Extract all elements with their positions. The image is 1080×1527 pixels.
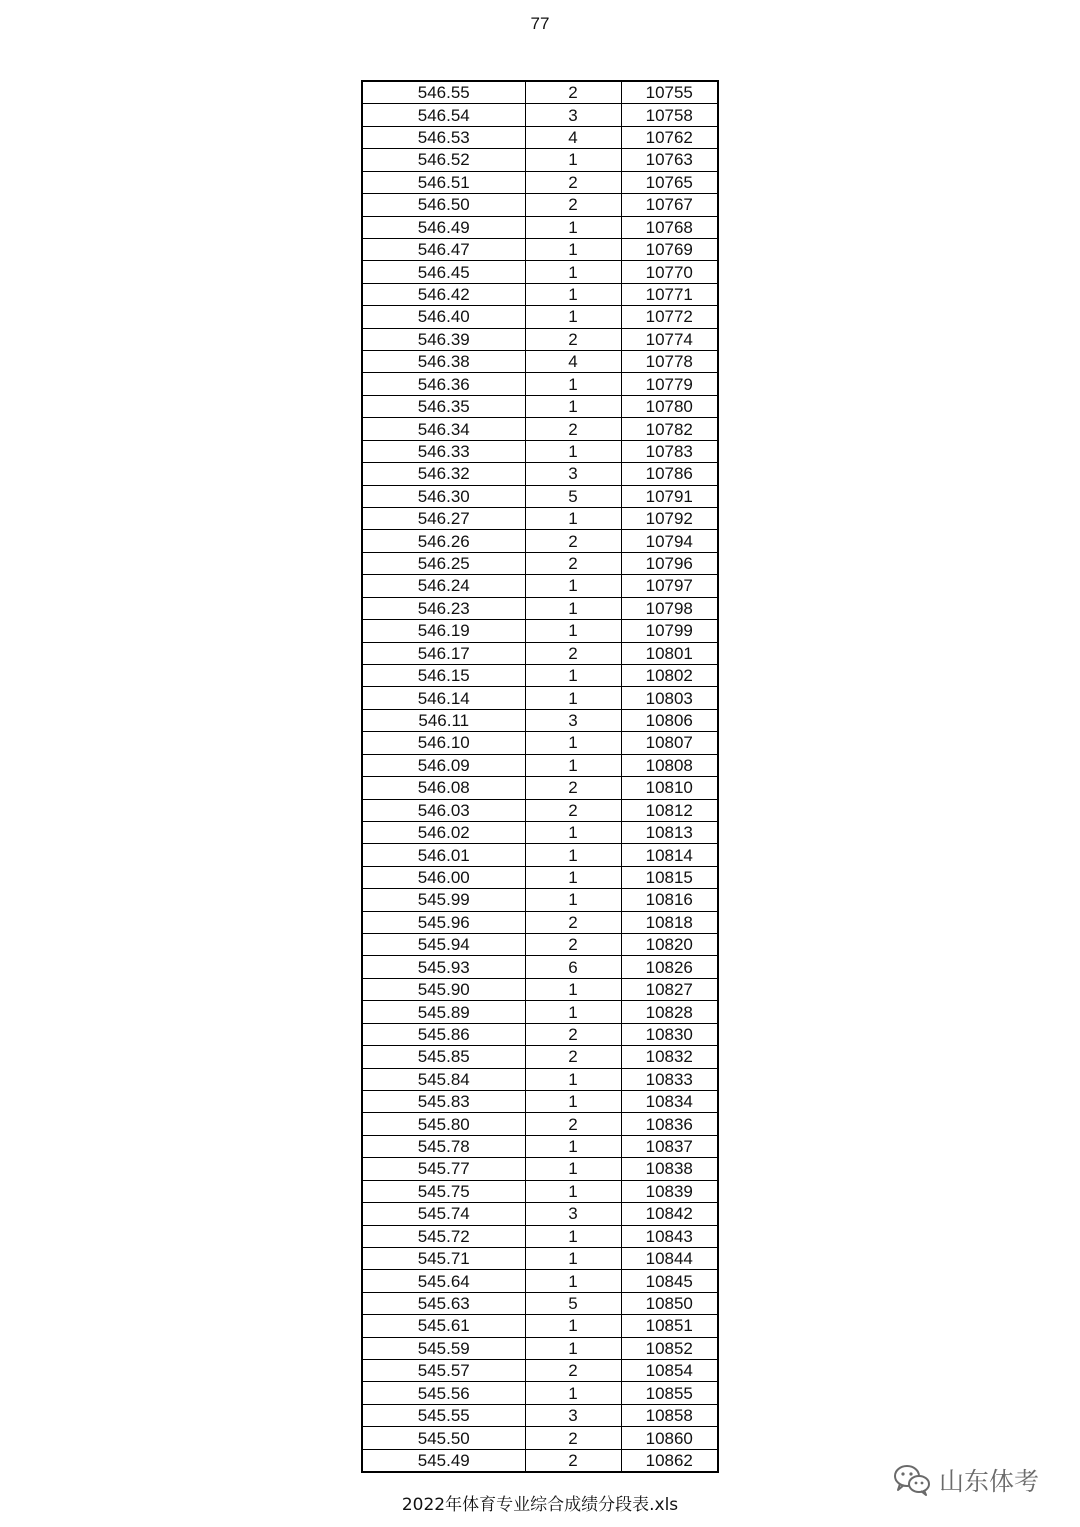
cumulative-cell: 10762: [621, 126, 718, 148]
table-row: [362, 1203, 718, 1225]
score-cell: 545.96: [362, 911, 525, 933]
cumulative-cell: 10818: [621, 911, 718, 933]
score-cell: 546.54: [362, 104, 525, 126]
table-row: [362, 978, 718, 1000]
count-cell: 1: [525, 1382, 621, 1404]
table-row: [362, 687, 718, 709]
table-row: [362, 911, 718, 933]
cumulative-cell: 10826: [621, 956, 718, 978]
cumulative-cell: 10808: [621, 754, 718, 776]
cumulative-cell: 10806: [621, 709, 718, 731]
table-row: [362, 1113, 718, 1135]
cumulative-cell: 10812: [621, 799, 718, 821]
score-cell: 546.34: [362, 418, 525, 440]
table-row: [362, 1382, 718, 1404]
count-cell: 2: [525, 171, 621, 193]
table-row: [362, 1247, 718, 1269]
score-cell: 546.33: [362, 440, 525, 462]
table-row: [362, 754, 718, 776]
cumulative-cell: 10839: [621, 1180, 718, 1202]
table-row: [362, 283, 718, 305]
count-cell: 1: [525, 1180, 621, 1202]
score-cell: 546.38: [362, 351, 525, 373]
cumulative-cell: 10834: [621, 1090, 718, 1112]
count-cell: 5: [525, 485, 621, 507]
score-cell: 546.42: [362, 283, 525, 305]
cumulative-cell: 10844: [621, 1247, 718, 1269]
table-row: [362, 956, 718, 978]
score-cell: 545.72: [362, 1225, 525, 1247]
count-cell: 2: [525, 194, 621, 216]
score-cell: 546.51: [362, 171, 525, 193]
score-cell: 545.74: [362, 1203, 525, 1225]
table-row: [362, 81, 718, 104]
cumulative-cell: 10794: [621, 530, 718, 552]
cumulative-cell: 10858: [621, 1404, 718, 1426]
count-cell: 1: [525, 866, 621, 888]
table-row: [362, 1158, 718, 1180]
count-cell: 2: [525, 1427, 621, 1449]
table-row: [362, 709, 718, 731]
cumulative-cell: 10851: [621, 1315, 718, 1337]
score-cell: 545.94: [362, 934, 525, 956]
cumulative-cell: 10860: [621, 1427, 718, 1449]
table-row: [362, 194, 718, 216]
score-cell: 545.56: [362, 1382, 525, 1404]
cumulative-cell: 10796: [621, 552, 718, 574]
table-row: [362, 1449, 718, 1472]
score-cell: 546.23: [362, 597, 525, 619]
table-row: [362, 373, 718, 395]
table-row: [362, 575, 718, 597]
score-cell: 545.77: [362, 1158, 525, 1180]
count-cell: 1: [525, 1158, 621, 1180]
count-cell: 2: [525, 328, 621, 350]
cumulative-cell: 10830: [621, 1023, 718, 1045]
count-cell: 3: [525, 463, 621, 485]
count-cell: 2: [525, 1023, 621, 1045]
cumulative-cell: 10771: [621, 283, 718, 305]
score-cell: 546.26: [362, 530, 525, 552]
cumulative-cell: 10810: [621, 777, 718, 799]
table-row: [362, 934, 718, 956]
cumulative-cell: 10833: [621, 1068, 718, 1090]
count-cell: 1: [525, 1135, 621, 1157]
score-cell: 545.59: [362, 1337, 525, 1359]
count-cell: 1: [525, 1090, 621, 1112]
score-cell: 546.55: [362, 81, 525, 104]
count-cell: 2: [525, 530, 621, 552]
table-row: [362, 1090, 718, 1112]
table-row: [362, 1225, 718, 1247]
score-cell: 546.08: [362, 777, 525, 799]
score-cell: 546.53: [362, 126, 525, 148]
cumulative-cell: 10770: [621, 261, 718, 283]
watermark-text: 山东体考: [939, 1467, 1040, 1496]
score-cell: 545.80: [362, 1113, 525, 1135]
count-cell: 1: [525, 440, 621, 462]
table-row: [362, 1023, 718, 1045]
score-cell: 546.25: [362, 552, 525, 574]
score-cell: 546.00: [362, 866, 525, 888]
score-cell: 546.32: [362, 463, 525, 485]
table-row: [362, 597, 718, 619]
count-cell: 1: [525, 216, 621, 238]
table-row: [362, 149, 718, 171]
score-cell: 546.02: [362, 821, 525, 843]
score-cell: 546.40: [362, 306, 525, 328]
table-row: [362, 620, 718, 642]
page-number: 77: [530, 14, 550, 33]
table-row: [362, 1046, 718, 1068]
count-cell: 1: [525, 395, 621, 417]
cumulative-cell: 10765: [621, 171, 718, 193]
cumulative-cell: 10854: [621, 1360, 718, 1382]
cumulative-cell: 10842: [621, 1203, 718, 1225]
table-row: [362, 1001, 718, 1023]
score-cell: 546.49: [362, 216, 525, 238]
cumulative-cell: 10763: [621, 149, 718, 171]
count-cell: 2: [525, 777, 621, 799]
table-row: [362, 485, 718, 507]
count-cell: 1: [525, 1270, 621, 1292]
score-cell: 545.99: [362, 889, 525, 911]
count-cell: 1: [525, 821, 621, 843]
cumulative-cell: 10778: [621, 351, 718, 373]
cumulative-cell: 10837: [621, 1135, 718, 1157]
count-cell: 1: [525, 261, 621, 283]
score-cell: 545.49: [362, 1449, 525, 1472]
score-cell: 546.39: [362, 328, 525, 350]
count-cell: 2: [525, 934, 621, 956]
table-row: [362, 238, 718, 260]
cumulative-cell: 10798: [621, 597, 718, 619]
cumulative-cell: 10768: [621, 216, 718, 238]
cumulative-cell: 10792: [621, 508, 718, 530]
count-cell: 1: [525, 306, 621, 328]
score-cell: 546.24: [362, 575, 525, 597]
score-cell: 546.11: [362, 709, 525, 731]
score-cell: 546.35: [362, 395, 525, 417]
score-cell: 545.84: [362, 1068, 525, 1090]
count-cell: 2: [525, 1360, 621, 1382]
score-cell: 545.93: [362, 956, 525, 978]
count-cell: 1: [525, 1001, 621, 1023]
count-cell: 2: [525, 642, 621, 664]
count-cell: 3: [525, 709, 621, 731]
score-cell: 546.45: [362, 261, 525, 283]
table-row: [362, 530, 718, 552]
table-row: [362, 889, 718, 911]
score-cell: 545.63: [362, 1292, 525, 1314]
count-cell: 1: [525, 620, 621, 642]
score-cell: 545.50: [362, 1427, 525, 1449]
count-cell: 3: [525, 104, 621, 126]
score-cell: 545.64: [362, 1270, 525, 1292]
cumulative-cell: 10803: [621, 687, 718, 709]
score-cell: 546.01: [362, 844, 525, 866]
cumulative-cell: 10852: [621, 1337, 718, 1359]
count-cell: 2: [525, 81, 621, 104]
score-cell: 546.50: [362, 194, 525, 216]
cumulative-cell: 10769: [621, 238, 718, 260]
count-cell: 1: [525, 664, 621, 686]
cumulative-cell: 10783: [621, 440, 718, 462]
table-row: [362, 821, 718, 843]
cumulative-cell: 10862: [621, 1449, 718, 1472]
count-cell: 2: [525, 418, 621, 440]
table-row: [362, 1180, 718, 1202]
count-cell: 4: [525, 126, 621, 148]
count-cell: 5: [525, 1292, 621, 1314]
table-row: [362, 418, 718, 440]
count-cell: 1: [525, 508, 621, 530]
table-row: [362, 1135, 718, 1157]
cumulative-cell: 10816: [621, 889, 718, 911]
cumulative-cell: 10813: [621, 821, 718, 843]
count-cell: 3: [525, 1203, 621, 1225]
table-body: [362, 81, 718, 1472]
count-cell: 1: [525, 732, 621, 754]
cumulative-cell: 10807: [621, 732, 718, 754]
table-row: [362, 126, 718, 148]
cumulative-cell: 10836: [621, 1113, 718, 1135]
score-cell: 546.14: [362, 687, 525, 709]
cumulative-cell: 10832: [621, 1046, 718, 1068]
count-cell: 2: [525, 799, 621, 821]
score-cell: 545.71: [362, 1247, 525, 1269]
score-cell: 545.57: [362, 1360, 525, 1382]
table-row: [362, 171, 718, 193]
table-row: [362, 104, 718, 126]
cumulative-cell: 10758: [621, 104, 718, 126]
count-cell: 1: [525, 1225, 621, 1247]
cumulative-cell: 10799: [621, 620, 718, 642]
table-row: [362, 395, 718, 417]
cumulative-cell: 10774: [621, 328, 718, 350]
table-row: [362, 1270, 718, 1292]
cumulative-cell: 10779: [621, 373, 718, 395]
count-cell: 1: [525, 1315, 621, 1337]
score-cell: 545.89: [362, 1001, 525, 1023]
score-cell: 546.10: [362, 732, 525, 754]
table-row: [362, 732, 718, 754]
cumulative-cell: 10801: [621, 642, 718, 664]
count-cell: 1: [525, 687, 621, 709]
table-row: [362, 844, 718, 866]
cumulative-cell: 10855: [621, 1382, 718, 1404]
cumulative-cell: 10791: [621, 485, 718, 507]
count-cell: 1: [525, 889, 621, 911]
table-row: [362, 508, 718, 530]
table-row: [362, 1068, 718, 1090]
score-cell: 545.78: [362, 1135, 525, 1157]
score-cell: 546.03: [362, 799, 525, 821]
table-row: [362, 440, 718, 462]
count-cell: 1: [525, 1068, 621, 1090]
score-cell: 546.36: [362, 373, 525, 395]
footer-title: 2022年体育专业综合成绩分段表.xls: [401, 1495, 679, 1515]
table-row: [362, 777, 718, 799]
score-cell: 546.19: [362, 620, 525, 642]
score-cell: 545.55: [362, 1404, 525, 1426]
cumulative-cell: 10786: [621, 463, 718, 485]
cumulative-cell: 10755: [621, 81, 718, 104]
count-cell: 1: [525, 844, 621, 866]
cumulative-cell: 10782: [621, 418, 718, 440]
table-row: [362, 328, 718, 350]
count-cell: 4: [525, 351, 621, 373]
count-cell: 1: [525, 1337, 621, 1359]
score-cell: 545.61: [362, 1315, 525, 1337]
cumulative-cell: 10797: [621, 575, 718, 597]
count-cell: 1: [525, 1247, 621, 1269]
table-row: [362, 216, 718, 238]
cumulative-cell: 10843: [621, 1225, 718, 1247]
count-cell: 2: [525, 911, 621, 933]
table-row: [362, 1337, 718, 1359]
table-row: [362, 1427, 718, 1449]
score-cell: 546.17: [362, 642, 525, 664]
count-cell: 1: [525, 754, 621, 776]
table-row: [362, 799, 718, 821]
score-cell: 545.90: [362, 978, 525, 1000]
cumulative-cell: 10850: [621, 1292, 718, 1314]
cumulative-cell: 10814: [621, 844, 718, 866]
table-row: [362, 664, 718, 686]
score-cell: 546.47: [362, 238, 525, 260]
count-cell: 1: [525, 978, 621, 1000]
table-row: [362, 866, 718, 888]
cumulative-cell: 10815: [621, 866, 718, 888]
score-cell: 545.83: [362, 1090, 525, 1112]
cumulative-cell: 10780: [621, 395, 718, 417]
count-cell: 6: [525, 956, 621, 978]
score-cell: 546.15: [362, 664, 525, 686]
score-cell: 545.85: [362, 1046, 525, 1068]
table-row: [362, 463, 718, 485]
table-row: [362, 306, 718, 328]
count-cell: 1: [525, 597, 621, 619]
count-cell: 1: [525, 149, 621, 171]
cumulative-cell: 10767: [621, 194, 718, 216]
cumulative-cell: 10802: [621, 664, 718, 686]
count-cell: 1: [525, 373, 621, 395]
table-row: [362, 1404, 718, 1426]
cumulative-cell: 10820: [621, 934, 718, 956]
table-row: [362, 351, 718, 373]
score-cell: 546.30: [362, 485, 525, 507]
cumulative-cell: 10827: [621, 978, 718, 1000]
score-cell: 546.09: [362, 754, 525, 776]
table-row: [362, 1360, 718, 1382]
table-row: [362, 261, 718, 283]
count-cell: 1: [525, 238, 621, 260]
count-cell: 2: [525, 1449, 621, 1472]
count-cell: 2: [525, 1113, 621, 1135]
count-cell: 1: [525, 283, 621, 305]
table-row: [362, 642, 718, 664]
score-cell: 545.75: [362, 1180, 525, 1202]
score-cell: 546.52: [362, 149, 525, 171]
count-cell: 1: [525, 575, 621, 597]
cumulative-cell: 10772: [621, 306, 718, 328]
cumulative-cell: 10845: [621, 1270, 718, 1292]
score-cell: 546.27: [362, 508, 525, 530]
cumulative-cell: 10828: [621, 1001, 718, 1023]
count-cell: 2: [525, 552, 621, 574]
table-row: [362, 552, 718, 574]
count-cell: 3: [525, 1404, 621, 1426]
cumulative-cell: 10838: [621, 1158, 718, 1180]
count-cell: 2: [525, 1046, 621, 1068]
table-row: [362, 1292, 718, 1314]
score-distribution-table: [361, 80, 719, 1473]
score-cell: 545.86: [362, 1023, 525, 1045]
table-row: [362, 1315, 718, 1337]
